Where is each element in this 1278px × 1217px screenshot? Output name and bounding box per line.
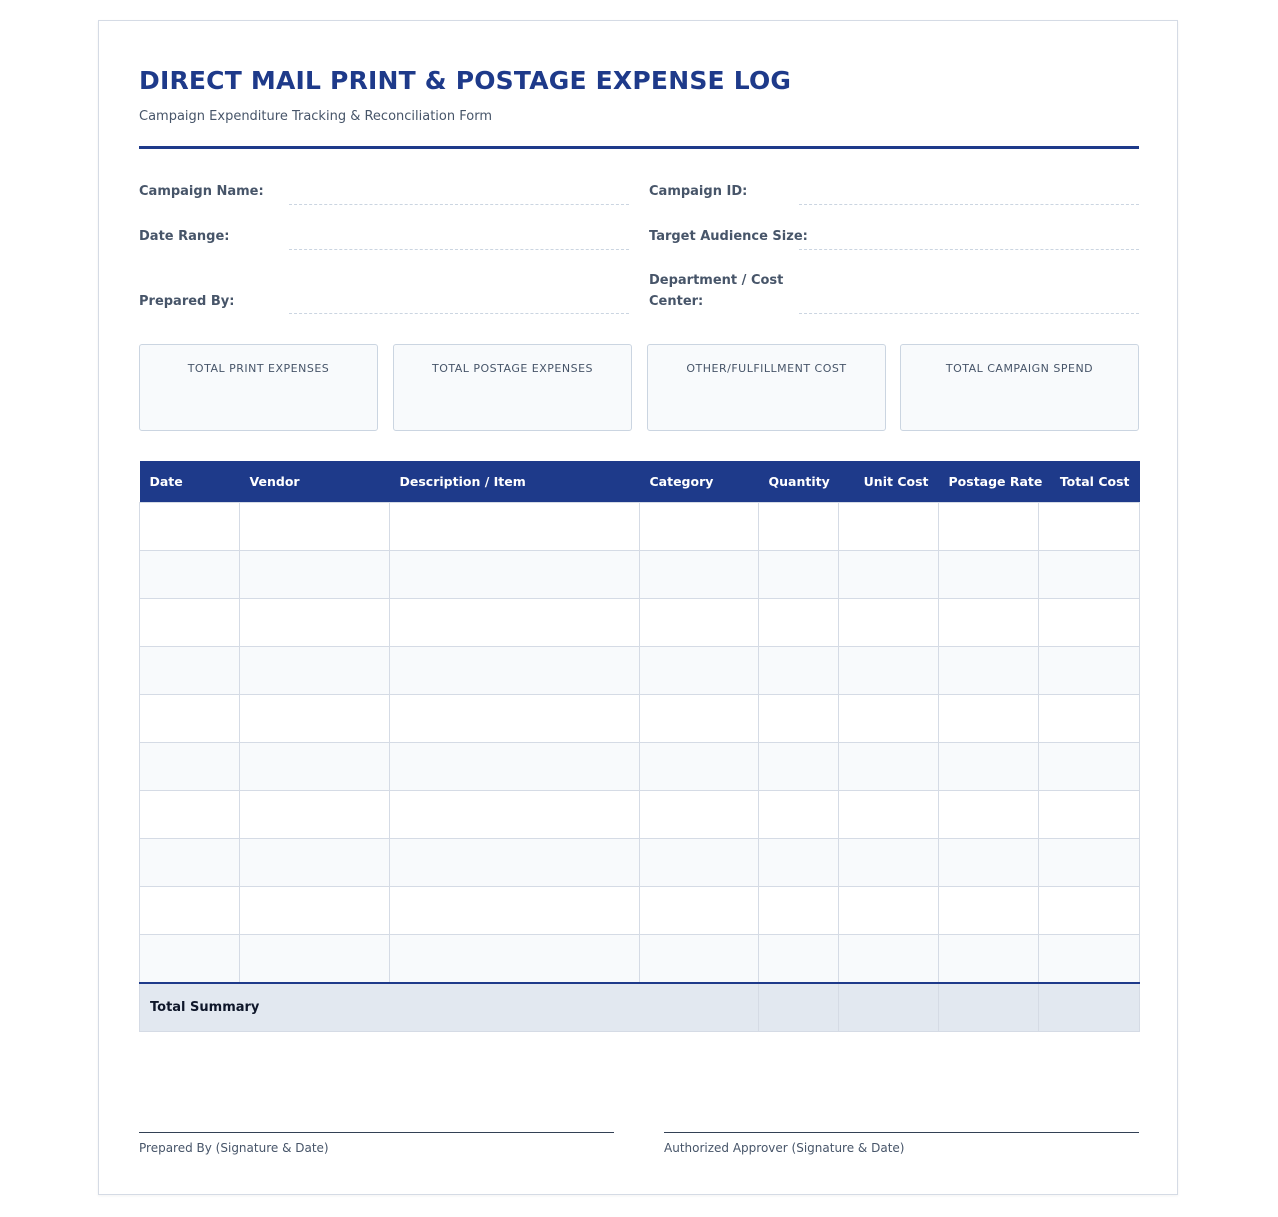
total-cost-cell[interactable] xyxy=(1039,503,1140,551)
vendor-cell[interactable] xyxy=(240,551,390,599)
unit-cost-cell[interactable] xyxy=(839,503,939,551)
description-cell[interactable] xyxy=(390,839,640,887)
quantity-cell[interactable] xyxy=(759,695,839,743)
description-cell[interactable] xyxy=(390,503,640,551)
vendor-cell[interactable] xyxy=(240,503,390,551)
total-cost-cell[interactable] xyxy=(1039,743,1140,791)
approver-signature-line[interactable] xyxy=(664,1132,1139,1133)
table-body xyxy=(140,503,1140,983)
postage-rate-cell[interactable] xyxy=(939,935,1039,983)
date-cell[interactable] xyxy=(140,839,240,887)
date-cell[interactable] xyxy=(140,647,240,695)
prepared-by-input[interactable] xyxy=(289,313,629,314)
prepared-signature-label: Prepared By (Signature & Date) xyxy=(139,1141,329,1155)
expense-log-page xyxy=(98,20,1178,1195)
postage-rate-cell[interactable] xyxy=(939,695,1039,743)
quantity-cell[interactable] xyxy=(759,887,839,935)
table-row xyxy=(140,791,1140,839)
total-summary-row xyxy=(140,983,1140,1032)
vendor-cell[interactable] xyxy=(240,695,390,743)
total-cost-cell[interactable] xyxy=(1039,647,1140,695)
postage-rate-cell[interactable] xyxy=(939,791,1039,839)
unit-cost-cell[interactable] xyxy=(839,743,939,791)
target-audience-label: Target Audience Size: xyxy=(649,229,808,244)
category-cell[interactable] xyxy=(640,599,759,647)
col-category: Category xyxy=(640,461,759,503)
date-range-input[interactable] xyxy=(289,249,629,250)
unit-cost-cell[interactable] xyxy=(839,839,939,887)
total-cost-cell[interactable] xyxy=(1039,599,1140,647)
approver-signature-label: Authorized Approver (Signature & Date) xyxy=(664,1141,905,1155)
date-cell[interactable] xyxy=(140,887,240,935)
vendor-cell[interactable] xyxy=(240,887,390,935)
description-cell[interactable] xyxy=(390,551,640,599)
postage-rate-cell[interactable] xyxy=(939,743,1039,791)
total-summary-label: Total Summary xyxy=(140,983,759,1032)
category-cell[interactable] xyxy=(640,791,759,839)
postage-rate-cell[interactable] xyxy=(939,599,1039,647)
summary-cards xyxy=(139,344,1139,431)
field-row-3 xyxy=(139,270,1139,315)
field-row-1 xyxy=(139,181,1139,205)
category-cell[interactable] xyxy=(640,839,759,887)
total-cost-cell[interactable] xyxy=(1039,551,1140,599)
total-cost-cell[interactable] xyxy=(1039,887,1140,935)
table-header-row xyxy=(140,461,1140,503)
date-cell[interactable] xyxy=(140,791,240,839)
category-cell[interactable] xyxy=(640,695,759,743)
col-vendor: Vendor xyxy=(240,461,390,503)
description-cell[interactable] xyxy=(390,791,640,839)
approver-signature-block xyxy=(664,1132,1139,1155)
description-cell[interactable] xyxy=(390,599,640,647)
prepared-signature-line[interactable] xyxy=(139,1132,614,1133)
description-cell[interactable] xyxy=(390,887,640,935)
form-title: DIRECT MAIL PRINT & POSTAGE EXPENSE LOG xyxy=(139,66,792,95)
department-label-line2: Center: xyxy=(649,294,704,309)
total-unit-cost-cell[interactable] xyxy=(839,983,939,1032)
campaign-name-label: Campaign Name: xyxy=(139,184,264,199)
postage-rate-cell[interactable] xyxy=(939,503,1039,551)
table-row xyxy=(140,887,1140,935)
quantity-cell[interactable] xyxy=(759,935,839,983)
campaign-id-label: Campaign ID: xyxy=(649,184,748,199)
category-cell[interactable] xyxy=(640,503,759,551)
date-cell[interactable] xyxy=(140,599,240,647)
total-campaign-card xyxy=(900,344,1139,431)
description-cell[interactable] xyxy=(390,695,640,743)
col-unit-cost: Unit Cost xyxy=(839,461,939,503)
date-range-label: Date Range: xyxy=(139,229,230,244)
table-row xyxy=(140,599,1140,647)
unit-cost-cell[interactable] xyxy=(839,551,939,599)
vendor-cell[interactable] xyxy=(240,935,390,983)
date-cell[interactable] xyxy=(140,743,240,791)
quantity-cell[interactable] xyxy=(759,503,839,551)
unit-cost-cell[interactable] xyxy=(839,647,939,695)
total-print-card xyxy=(139,344,378,431)
date-cell[interactable] xyxy=(140,503,240,551)
card-label: TOTAL POSTAGE EXPENSES xyxy=(431,362,594,375)
quantity-cell[interactable] xyxy=(759,839,839,887)
card-label: TOTAL CAMPAIGN SPEND xyxy=(945,362,1094,375)
unit-cost-cell[interactable] xyxy=(839,695,939,743)
quantity-cell[interactable] xyxy=(759,743,839,791)
description-cell[interactable] xyxy=(390,935,640,983)
vendor-cell[interactable] xyxy=(240,791,390,839)
category-cell[interactable] xyxy=(640,551,759,599)
table-row xyxy=(140,935,1140,983)
total-postage-cell[interactable] xyxy=(939,983,1039,1032)
description-cell[interactable] xyxy=(390,647,640,695)
total-cost-cell[interactable] xyxy=(1039,983,1140,1032)
date-cell[interactable] xyxy=(140,695,240,743)
total-cost-cell[interactable] xyxy=(1039,791,1140,839)
quantity-cell[interactable] xyxy=(759,599,839,647)
col-quantity: Quantity xyxy=(759,461,839,503)
card-label: TOTAL PRINT EXPENSES xyxy=(187,362,330,375)
col-date: Date xyxy=(140,461,240,503)
quantity-cell[interactable] xyxy=(759,791,839,839)
category-cell[interactable] xyxy=(640,743,759,791)
table-row xyxy=(140,839,1140,887)
category-cell[interactable] xyxy=(640,887,759,935)
prepared-signature-block xyxy=(139,1132,614,1155)
col-description: Description / Item xyxy=(390,461,640,503)
vendor-cell[interactable] xyxy=(240,743,390,791)
date-cell[interactable] xyxy=(140,551,240,599)
unit-cost-cell[interactable] xyxy=(839,887,939,935)
unit-cost-cell[interactable] xyxy=(839,935,939,983)
vendor-cell[interactable] xyxy=(240,647,390,695)
table-row xyxy=(140,695,1140,743)
unit-cost-cell[interactable] xyxy=(839,599,939,647)
target-audience-input[interactable] xyxy=(799,249,1139,250)
postage-rate-cell[interactable] xyxy=(939,839,1039,887)
quantity-cell[interactable] xyxy=(759,551,839,599)
field-row-2 xyxy=(139,226,1139,250)
quantity-cell[interactable] xyxy=(759,647,839,695)
category-cell[interactable] xyxy=(640,647,759,695)
campaign-name-input[interactable] xyxy=(289,204,629,205)
unit-cost-cell[interactable] xyxy=(839,791,939,839)
total-cost-cell[interactable] xyxy=(1039,935,1140,983)
department-input[interactable] xyxy=(799,313,1139,314)
table-row xyxy=(140,503,1140,551)
table-row xyxy=(140,647,1140,695)
other-fulfillment-card xyxy=(647,344,886,431)
category-cell[interactable] xyxy=(640,935,759,983)
prepared-by-label: Prepared By: xyxy=(139,294,235,309)
expense-table xyxy=(139,461,1140,1032)
total-postage-card xyxy=(393,344,632,431)
vendor-cell[interactable] xyxy=(240,599,390,647)
table-row xyxy=(140,743,1140,791)
postage-rate-cell[interactable] xyxy=(939,551,1039,599)
col-postage-rate: Postage Rate xyxy=(939,461,1039,503)
title-divider xyxy=(139,146,1139,149)
card-label: OTHER/FULFILLMENT COST xyxy=(686,362,847,375)
postage-rate-cell[interactable] xyxy=(939,647,1039,695)
description-cell[interactable] xyxy=(390,743,640,791)
department-label-line1: Department / Cost xyxy=(649,273,784,288)
total-quantity-cell[interactable] xyxy=(759,983,839,1032)
total-cost-cell[interactable] xyxy=(1039,839,1140,887)
form-subtitle: Campaign Expenditure Tracking & Reconciliation Form xyxy=(139,109,492,124)
total-cost-cell[interactable] xyxy=(1039,695,1140,743)
vendor-cell[interactable] xyxy=(240,839,390,887)
table-row xyxy=(140,551,1140,599)
date-cell[interactable] xyxy=(140,935,240,983)
postage-rate-cell[interactable] xyxy=(939,887,1039,935)
col-total-cost: Total Cost xyxy=(1039,461,1140,503)
campaign-id-input[interactable] xyxy=(799,204,1139,205)
